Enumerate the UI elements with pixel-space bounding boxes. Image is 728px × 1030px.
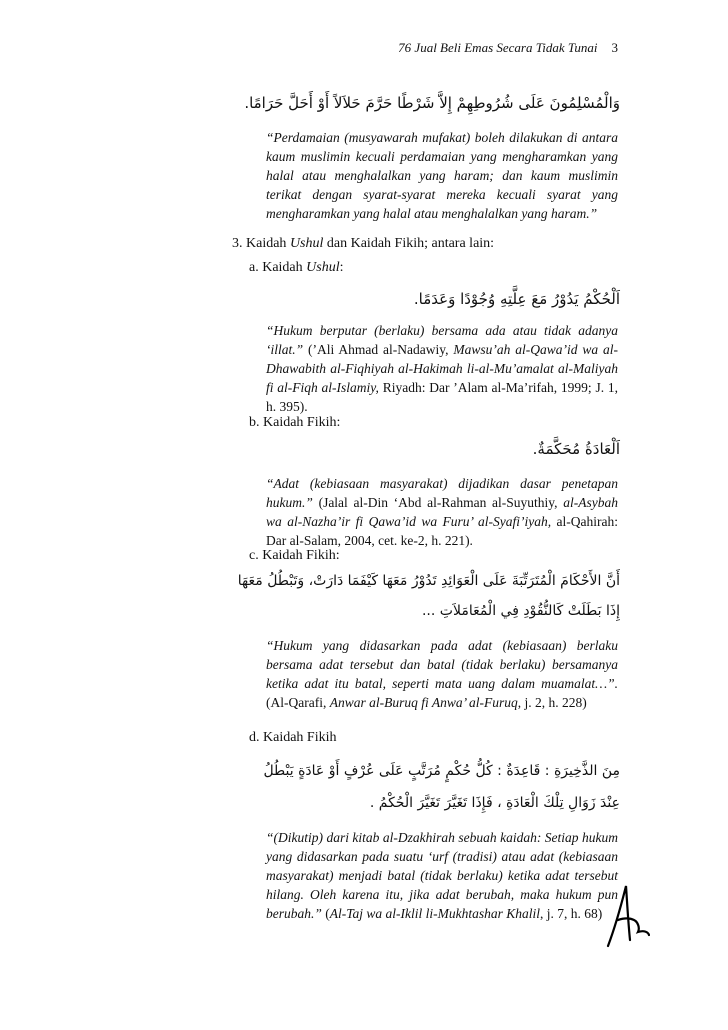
arabic-hadith: وَالْمُسْلِمُونَ عَلَى شُرُوطِهِمْ إِلاَّ شَرْطًا حَرَّمَ حَلاَلاً أَوْ أَحَلَّ حَرَامًا. (244, 94, 620, 112)
sub-a-label: a. (249, 260, 259, 275)
sub-a-arabic: اَلْحُكْمُ يَدُوْرُ مَعَ عِلَّتِهِ وُجُوْدًا وَعَدَمًا. (413, 290, 620, 308)
sub-b-arabic: اَلْعَادَةُ مُحَكَّمَةٌ. (532, 440, 620, 458)
sub-c-heading: c. Kaidah Fikih: (249, 548, 340, 563)
sub-a-heading: a. Kaidah Ushul: (249, 260, 344, 275)
sub-c-translation: “Hukum yang didasarkan pada adat (kebiasaan) berlaku bersama adat tersebut dan batal (tidak berlaku) bersamanya ketika adat itu batal, seperti mata uang dalam muamalat…”. (Al-Qarafi, Anwar al-Buruq fi Anwa’ al-Furuq, j. 2, h. 228) (266, 638, 618, 710)
running-header (398, 40, 618, 56)
point-3-number: 3. (232, 236, 243, 251)
sub-d-translation: “(Dikutip) dari kitab al-Dzakhirah sebuah kaidah: Setiap hukum yang didasarkan pada suatu ‘urf (tradisi) atau adat (kebiasaan masyarakat) menjadi batal (tidak berlaku) ketika adat tersebut hilang. Oleh karena itu, jika adat berubah, maka hukum pun berubah.” (Al-Taj wa al-Iklil li-Mukhtashar Khalil, j. 7, h. 68) (266, 830, 618, 921)
running-title: 76 Jual Beli Emas Secara Tidak Tunai (398, 40, 598, 55)
sub-d-arabic-line-2: عِنْدَ زَوَالِ تِلْكَ الْعَادَةِ ، فَإِذَا تَغَيَّرَ تَغَيَّرَ الْحُكْمُ . (369, 795, 620, 811)
hadith-translation-text: “Perdamaian (musyawarah mufakat) boleh dilakukan di antara kaum muslimin kecuali perdamaian yang mengharamkan yang halal atau menghalalkan yang haram; dan kaum muslimin terikat dengan syarat-syarat mereka kecuali syarat yang mengharamkan yang halal atau menghalalkan yang haram.” (266, 130, 618, 221)
page-number: 3 (611, 40, 618, 55)
sub-b-heading: b. Kaidah Fikih: (249, 415, 341, 430)
handwritten-signature (600, 880, 650, 950)
sub-c-arabic-line-2: إِذَا بَطَلَتْ كَالنُّقُوْدِ فِي الْمُعَامَلاَتِ ... (421, 603, 620, 619)
sub-b-translation: “Adat (kebiasaan masyarakat) dijadikan dasar penetapan hukum.” (Jalal al-Din ‘Abd al-Rahman al-Suyuthiy, al-Asybah wa al-Nazha’ir fi Qawa’id wa Furu’ al-Syafi’iyah, al-Qahirah: Dar al-Salam, 2004, cet. ke-2, h. 221). (266, 476, 618, 548)
hadith-translation (266, 128, 618, 223)
sub-d-arabic-line-1: مِنَ الذَّخِيرَةِ : قَاعِدَةٌ : كُلُّ حُكْمٍ مُرَتَّبٍ عَلَى عُرْفٍ أَوْ عَادَةٍ يَبْطُلُ (263, 763, 620, 779)
point-3-heading: 3. Kaidah Ushul dan Kaidah Fikih; antara lain: (232, 236, 495, 251)
sub-b-label: b. (249, 415, 260, 430)
sub-d-label: d. (249, 730, 260, 745)
sub-a-translation: “Hukum berputar (berlaku) bersama ada atau tidak adanya ‘illat.” (’Ali Ahmad al-Nadawiy, Mawsu’ah al-Qawa’id wa al-Dhawabith al-Fiqhiyah al-Hakimah li-al-Mu’amalat al-Maliyah fi al-Fiqh al-Islamiy, Riyadh: Dar ’Alam al-Ma’rifah, 1999; J. 1, h. 395). (266, 323, 618, 414)
sub-c-arabic-line-1: أَنَّ الأَحْكَامَ الْمُتَرَتِّبَةَ عَلَى الْعَوَائِدِ تَدُوْرُ مَعَهَا كَيْفَمَا دَارَتْ، وَتَبْطُلُ مَعَهَا (237, 573, 620, 589)
sub-c-label: c. (249, 548, 259, 563)
sub-d-heading: d. Kaidah Fikih (249, 730, 337, 745)
